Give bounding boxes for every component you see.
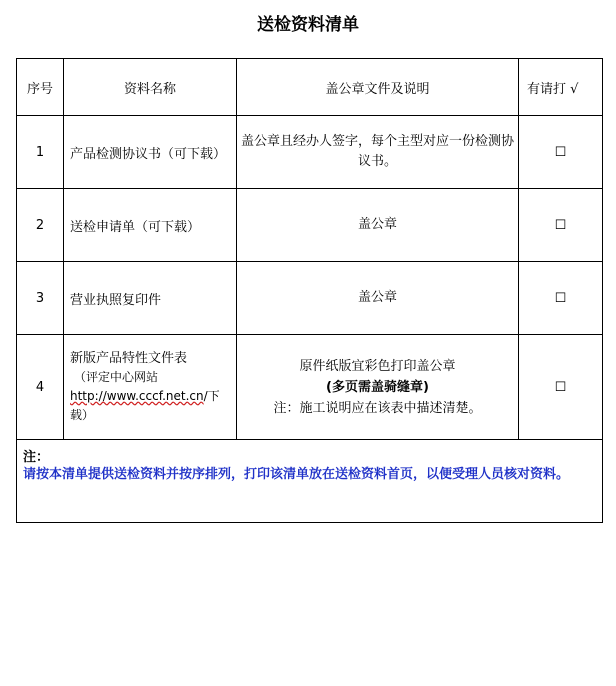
row-desc: 盖公章: [237, 189, 519, 262]
header-name: 资料名称: [64, 59, 237, 116]
table-row: [17, 116, 603, 189]
table-row: [17, 335, 603, 440]
row-checkbox[interactable]: ☐: [519, 189, 603, 262]
row-checkbox[interactable]: ☐: [519, 262, 603, 335]
row-desc: [237, 335, 519, 440]
page-title: 送检资料清单: [257, 15, 359, 35]
table-row: [17, 262, 603, 335]
row-name: 产品检测协议书（可下载）: [64, 116, 237, 189]
website-link[interactable]: http://www.cccf.net.cn: [70, 389, 204, 403]
row-desc: 盖公章: [237, 262, 519, 335]
note-row: [17, 440, 603, 523]
row-name: 送检申请单（可下载）: [64, 189, 237, 262]
desc-line-3: 注：施工说明应在该表中描述清楚。: [273, 400, 482, 416]
row-name-source: （评定中心网站: [74, 370, 159, 384]
row-name-main: 新版产品特性文件表: [70, 351, 188, 366]
row-index: 3: [17, 262, 64, 335]
desc-line-2: (多页需盖骑缝章): [326, 379, 429, 395]
header-index: 序号: [17, 59, 64, 116]
table-header-row: [17, 59, 603, 116]
row-desc: 盖公章且经办人签字，每个主型对应一份检测协议书。: [237, 116, 519, 189]
submission-checklist-table: [16, 58, 603, 523]
note-label: 注：: [23, 450, 50, 465]
note-cell: [17, 440, 603, 523]
header-desc: 盖公章文件及说明: [237, 59, 519, 116]
row-index: 2: [17, 189, 64, 262]
row-checkbox[interactable]: ☐: [519, 335, 603, 440]
row-checkbox[interactable]: ☐: [519, 116, 603, 189]
note-text: 请按本清单提供送检资料并按序排列，打印该清单放在送检资料首页，以便受理人员核对资料。: [23, 467, 570, 482]
row-name: [64, 335, 237, 440]
row-name: 营业执照复印件: [64, 262, 237, 335]
desc-line-1: 原件纸版宜彩色打印盖公章: [299, 358, 456, 374]
table-row: [17, 189, 603, 262]
row-index: 1: [17, 116, 64, 189]
header-check: 有请打 √: [519, 59, 603, 116]
row-name-download: /下载）: [70, 389, 220, 422]
row-index: 4: [17, 335, 64, 440]
